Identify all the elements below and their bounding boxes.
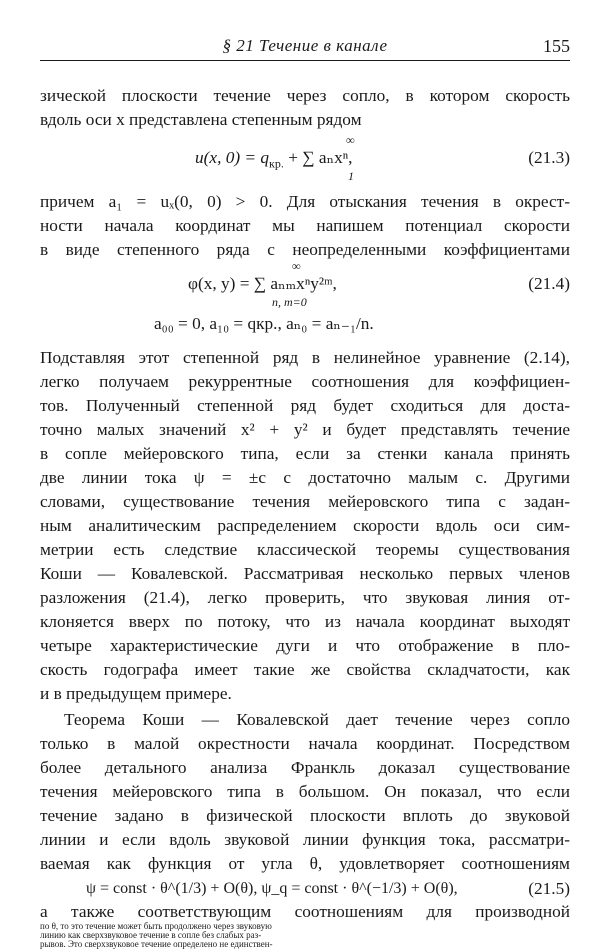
text-line: в виде степенного ряда с неопределенными коэффициентами [40,240,570,259]
text-line: линию как сверхзвуковое течение в сопле без слабых раз- [40,930,262,940]
text-line: скость годографа имеет такие же свойства складчатости, как [40,660,570,679]
sum-upper-limit: ∞ [292,259,301,273]
running-title: § 21 Течение в канале [222,36,388,55]
sum-lower-limit: n, m=0 [272,295,307,309]
text-line: словами, существование течения мейеровского типа с задан- [40,492,570,511]
text-line: по θ, то это течение может быть продолжено через звуковую [40,922,272,931]
text-line: течения мейеровского типа в большом. Он показал, что если [40,782,570,801]
text-line: течение задано в физической плоскости вплоть до звуковой [40,806,570,825]
text-line: клоняется вверх по потоку, что из начала координат выходят [40,612,570,631]
equation-number-21-4: (21.4) [528,274,570,293]
text-line: легко получаем рекуррентные соотношения для коэффициен- [40,372,570,391]
equation-21-4: φ(x, y) = ∑ aₙₘxⁿy²ᵐ, [188,274,337,293]
sum-upper-limit: ∞ [346,133,355,147]
text-line: только в малой окрестности начала координат. Посредством [40,734,570,753]
text-line: Подставляя этот степенной ряд в нелинейное уравнение (2.14), [40,348,570,367]
equation-21-3-subscript: кр. [269,156,284,171]
text-line: четыре характеристические дуги и что отображение в пло- [40,636,570,655]
text-line: ным аналитическим распределением скорости вдоль оси сим- [40,516,570,535]
text-line: причем a₁ = uₓ(0, 0) > 0. Для отыскания течения в окрест- [40,192,570,211]
text-line: разложения (21.4), легко проверить, что звуковая линия от- [40,588,570,607]
text-line: и в предыдущем примере. [40,684,232,703]
text-line: две линии тока ψ = ±c с достаточно малым c. Другими [40,468,570,487]
equation-number-21-5: (21.5) [528,879,570,898]
equation-21-5: ψ = const · θ^(1/3) + O(θ), ψ_q = const · θ^(−1/3) + O(θ), [86,880,458,897]
text-line: метрии есть следствие классической теоремы существования [40,540,570,559]
text-line: ваемая как функция от угла θ, удовлетворяет соотношениям [40,854,570,873]
page-tail [40,922,570,950]
text-line: вдоль оси x представлена степенным рядом [40,110,362,129]
equation-21-3-lhs: u(x, 0) = q [195,148,270,167]
text-line: рывов. Это сверхзвуковое течение определено не единствен- [40,939,273,949]
sum-lower-limit: 1 [348,169,354,183]
text-line: ности начала координат мы напишем потенциал скорости [40,216,570,235]
text-line: в сопле мейеровского типа, если за стенки канала принять [40,444,570,463]
equation-number-21-3: (21.3) [528,148,570,167]
equation-21-4-coefficients: a₀₀ = 0, a₁₀ = qкр., aₙ₀ = aₙ₋₁/n. [154,314,374,333]
text-line: точно малых значений x² + y² и будет представлять течение [40,420,570,439]
text-line: Теорема Коши — Ковалевской дает течение через сопло [64,710,570,729]
text-line: а также соответствующим соотношениям для производной [40,902,570,921]
text-line: линии и если вдоль звуковой линии функция тока, рассматри- [40,830,570,849]
text-line: тов. Полученный степенной ряд будет сходиться для доста- [40,396,570,415]
page-number: 155 [543,36,570,56]
text-line: Коши — Ковалевской. Рассматривая несколько первых членов [40,564,570,583]
running-header [40,36,570,61]
text-line: зической плоскости течение через сопло, в котором скорость [40,86,570,105]
text-line: более детального анализа Франкль доказал существование [40,758,570,777]
equation-21-3 [195,146,352,175]
equation-21-3-rhs: + ∑ aₙxⁿ, [283,148,353,167]
